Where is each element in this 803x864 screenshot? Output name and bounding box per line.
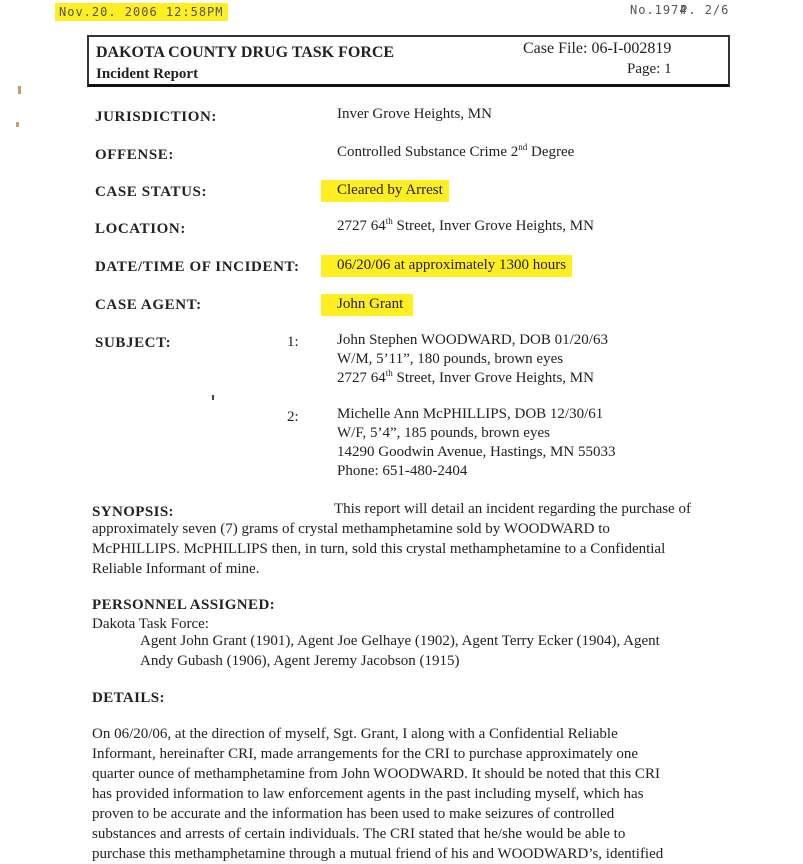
offense-value: Controlled Substance Crime 2nd Degree	[337, 142, 575, 160]
report-type: Incident Report	[96, 66, 199, 82]
agency-title: DAKOTA COUNTY DRUG TASK FORCE	[96, 44, 395, 61]
speck	[212, 395, 214, 400]
subject-number: 1:	[287, 334, 299, 350]
location-value: 2727 64th Street, Inver Grove Heights, MN	[337, 216, 594, 234]
fax-page-ref: P. 2/6	[680, 3, 730, 17]
page-label: Page: 1	[627, 61, 672, 77]
jurisdiction-value: Inver Grove Heights, MN	[337, 106, 492, 122]
details-paragraph: On 06/20/06, at the direction of myself, Sgt. Grant, I along with a Confidential Reliable Informant, hereinafter CRI, made arrangements for the CRI to purchase approximately one quarter ounce of methamphetamine from John WOODWARD. It should be noted that this CRI has provided information to law enforcement agents in the past including myself, which has proven to be accurate and the information has been used to make seizures of controlled substances and arrests of certain individuals. The CRI stated that he/she would be able to purchase this methamphetamine through a mutual friend of his and WOODWARD’s, identified	[92, 726, 664, 862]
fax-timestamp: Nov.20. 2006 12:58PM	[55, 3, 228, 21]
synopsis-line: McPHILLIPS. McPHILLIPS then, in turn, sold this crystal methamphetamine to a Confidential	[92, 541, 666, 557]
offense-label: OFFENSE:	[95, 147, 174, 163]
personnel-group: Dakota Task Force:	[92, 616, 209, 632]
datetime-value: 06/20/06 at approximately 1300 hours	[321, 255, 572, 277]
case-status-label: CASE STATUS:	[95, 184, 208, 200]
synopsis-line: approximately seven (7) grams of crystal methamphetamine sold by WOODWARD to	[92, 521, 610, 537]
subject-label: SUBJECT:	[95, 335, 172, 351]
personnel-line: Andy Gubash (1906), Agent Jeremy Jacobson (1915)	[140, 653, 460, 669]
jurisdiction-label: JURISDICTION:	[95, 109, 217, 125]
fax-page-number: No.1974	[630, 3, 688, 17]
case-agent-label: CASE AGENT:	[95, 297, 202, 313]
case-file: Case File: 06-I-002819	[523, 40, 672, 57]
subject-details: John Stephen WOODWARD, DOB 01/20/63 W/M, 5’11”, 180 pounds, brown eyes 2727 64th Street, Inver Grove Heights, MN	[337, 332, 608, 386]
synopsis-line: Reliable Informant of mine.	[92, 561, 260, 577]
case-status-value: Cleared by Arrest	[321, 180, 449, 202]
synopsis-label: SYNOPSIS:	[92, 504, 174, 520]
subject-details: Michelle Ann McPHILLIPS, DOB 12/30/61 W/F, 5’4”, 185 pounds, brown eyes 14290 Goodwin Avenue, Hastings, MN 55033 Phone: 651-480-2404	[337, 406, 616, 479]
details-label: DETAILS:	[92, 690, 165, 706]
personnel-line: Agent John Grant (1901), Agent Joe Gelhaye (1902), Agent Terry Ecker (1904), Agent	[140, 633, 660, 649]
synopsis-line: This report will detail an incident regarding the purchase of	[334, 501, 691, 517]
margin-mark	[18, 86, 21, 94]
subject-number: 2:	[287, 409, 299, 425]
datetime-label: DATE/TIME OF INCIDENT:	[95, 259, 300, 275]
personnel-label: PERSONNEL ASSIGNED:	[92, 597, 276, 613]
margin-mark	[16, 122, 19, 127]
case-agent-value: John Grant	[321, 294, 413, 316]
location-label: LOCATION:	[95, 221, 186, 237]
